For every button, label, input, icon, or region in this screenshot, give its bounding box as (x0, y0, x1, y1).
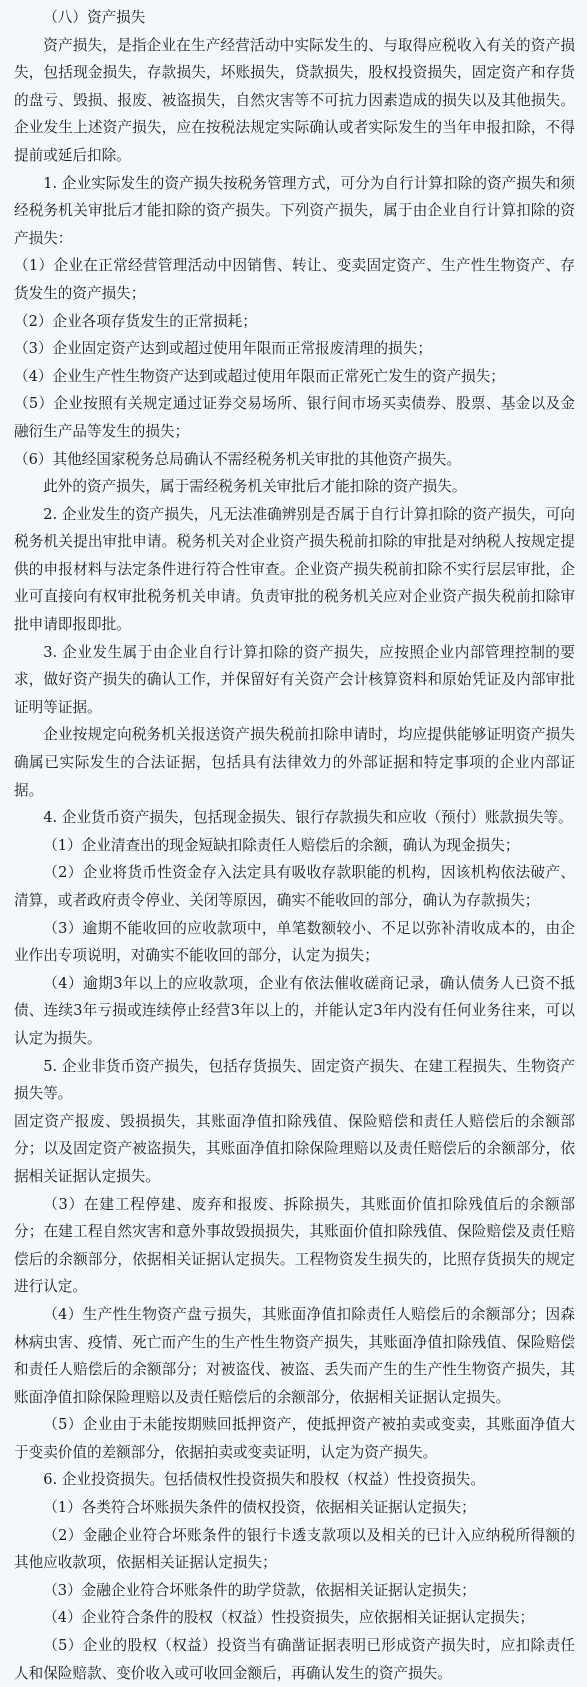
paragraph: （4）生产性生物资产盘亏损失，其账面净值扣除责任人赔偿后的余额部分；因森林病虫害、疫情、死亡而产生的生产性生物资产损失，其账面净值扣除残值、保险赔偿和责任人赔偿后的余额部分；对被盗伐、被盗、丢失而产生的生产性生物资产损失，其账面净值扣除保险理赔以及责任赔偿后的余额部分，依据相关证据认定损失。 (14, 1305, 575, 1406)
paragraph: 2. 企业发生的资产损失，凡无法准确辨别是否属于自行计算扣除的资产损失，可向税务机关提出审批申请。税务机关对企业资产损失税前扣除的审批是对纳税人按规定提供的申报材料与法定条件进行符合性审查。企业资产损失税前扣除不实行层层审批，企业可直接向有权审批税务机关申请。负责审批的税务机关应对企业资产损失税前扣除审批申请即报即批。 (14, 505, 575, 634)
paragraph: （5）企业由于未能按期赎回抵押资产，使抵押资产被拍卖或变卖，其账面净值大于变卖价值的差额部分，依据拍卖或变卖证明，认定为资产损失。 (14, 1416, 575, 1461)
paragraph: （4）逾期3年以上的应收款项，企业有依法催收磋商记录，确认债务人已资不抵债、连续3年亏损或连续停止经营3年以上的，并能认定3年内没有任何业务往来，可以认定为损失。 (14, 974, 575, 1047)
paragraph: 5. 企业非货币资产损失，包括存货损失、固定资产损失、在建工程损失、生物资产损失等。 (14, 1057, 575, 1103)
paragraph: 1. 企业实际发生的资产损失按税务管理方式，可分为自行计算扣除的资产损失和须经税务机关审批后才能扣除的资产损失。下列资产损失，属于由企业自行计算扣除的资产损失： (14, 174, 575, 247)
paragraph: （3）企业固定资产达到或超过使用年限而正常报废清理的损失； (14, 340, 432, 358)
paragraph: （6）其他经国家税务总局确认不需经税务机关审批的其他资产损失。 (14, 450, 462, 468)
paragraph: 资产损失，是指企业在生产经营活动中实际发生的、与取得应税收入有关的资产损失，包括现金损失，存款损失，坏账损失，贷款损失，股权投资损失，固定资产和存货的盘亏、毁损、报废、被盗损失，自然灾害等不可抗力因素造成的损失以及其他损失。企业发生上述资产损失，应在按税法规定实际确认或者实际发生的当年申报扣除，不得提前或延后扣除。 (14, 36, 575, 164)
section-title: （八）资产损失 (43, 9, 146, 26)
paragraph: （2）企业将货币性资金存入法定具有吸收存款职能的机构，因该机构依法破产、清算，或者政府责令停业、关闭等原因，确实不能收回的部分，确认为存款损失； (14, 864, 575, 909)
paragraph: （3）逾期不能收回的应收款项中，单笔数额较小、不足以弥补清收成本的，由企业作出专项说明，对确实不能收回的部分，认定为损失； (14, 919, 575, 965)
paragraph: 此外的资产损失，属于需经税务机关审批后才能扣除的资产损失。 (43, 478, 467, 496)
paragraph: （4）企业符合条件的股权（权益）性投资损失，应依据相关证据认定损失； (43, 1609, 535, 1627)
paragraph: 企业按规定向税务机关报送资产损失税前扣除申请时，均应提供能够证明资产损失确属已实际发生的合法证据，包括具有法律效力的外部证据和特定事项的企业内部证据。 (14, 726, 575, 799)
paragraph: 固定资产报废、毁损损失，其账面净值扣除残值、保险赔偿和责任人赔偿后的余额部分；以及固定资产被盗损失，其账面净值扣除保险理赔以及责任赔偿后的余额部分，依据相关证据认定损失。 (14, 1112, 575, 1185)
paragraph: （1）企业清查出的现金短缺扣除责任人赔偿后的余额，确认为现金损失； (43, 836, 520, 854)
paragraph: （3）在建工程停建、废弃和报废、拆除损失，其账面价值扣除残值后的余额部分；在建工程自然灾害和意外事故毁损损失，其账面价值扣除残值、保险赔偿及责任赔偿后的余额部分，依据相关证据认定损失。工程物资发生损失的，比照存货损失的规定进行认定。 (14, 1195, 575, 1296)
paragraph: （5）企业的股权（权益）投资当有确凿证据表明已形成资产损失时，应扣除责任人和保险赔款、变价收入或可收回金额后，再确认发生的资产损失。 (14, 1637, 575, 1682)
paragraph: 3. 企业发生属于由企业自行计算扣除的资产损失，应按照企业内部管理控制的要求，做好资产损失的确认工作，并保留好有关资产会计核算资料和原始凭证及内部审批证明等证据。 (14, 643, 575, 716)
paragraph: （4）企业生产性生物资产达到或超过使用年限而正常死亡发生的资产损失； (14, 367, 505, 385)
paragraph: （2）企业各项存货发生的正常损耗； (14, 312, 257, 330)
paragraph: 4. 企业货币资产损失，包括现金损失、银行存款损失和应收（预付）账款损失等。 (43, 809, 573, 827)
paragraph-list (14, 32, 575, 1687)
paragraph: （1）企业在正常经营管理活动中因销售、转让、变卖固定资产、生产性生物资产、存货发生的资产损失； (14, 257, 575, 302)
paragraph: （1）各类符合坏账损失条件的债权投资，依据相关证据认定损失； (43, 1499, 476, 1517)
paragraph: （3）金融企业符合坏账条件的助学贷款，依据相关证据认定损失； (43, 1581, 476, 1599)
paragraph: 6. 企业投资损失。包括债权性投资损失和股权（权益）性投资损失。 (43, 1471, 485, 1489)
paragraph: （2）金融企业符合坏账条件的银行卡透支款项以及相关的已计入应纳税所得额的其他应收款项，依据相关证据认定损失； (14, 1526, 575, 1572)
paragraph: （5）企业按照有关规定通过证券交易场所、银行间市场买卖债券、股票、基金以及金融衍生产品等发生的损失； (14, 395, 575, 440)
